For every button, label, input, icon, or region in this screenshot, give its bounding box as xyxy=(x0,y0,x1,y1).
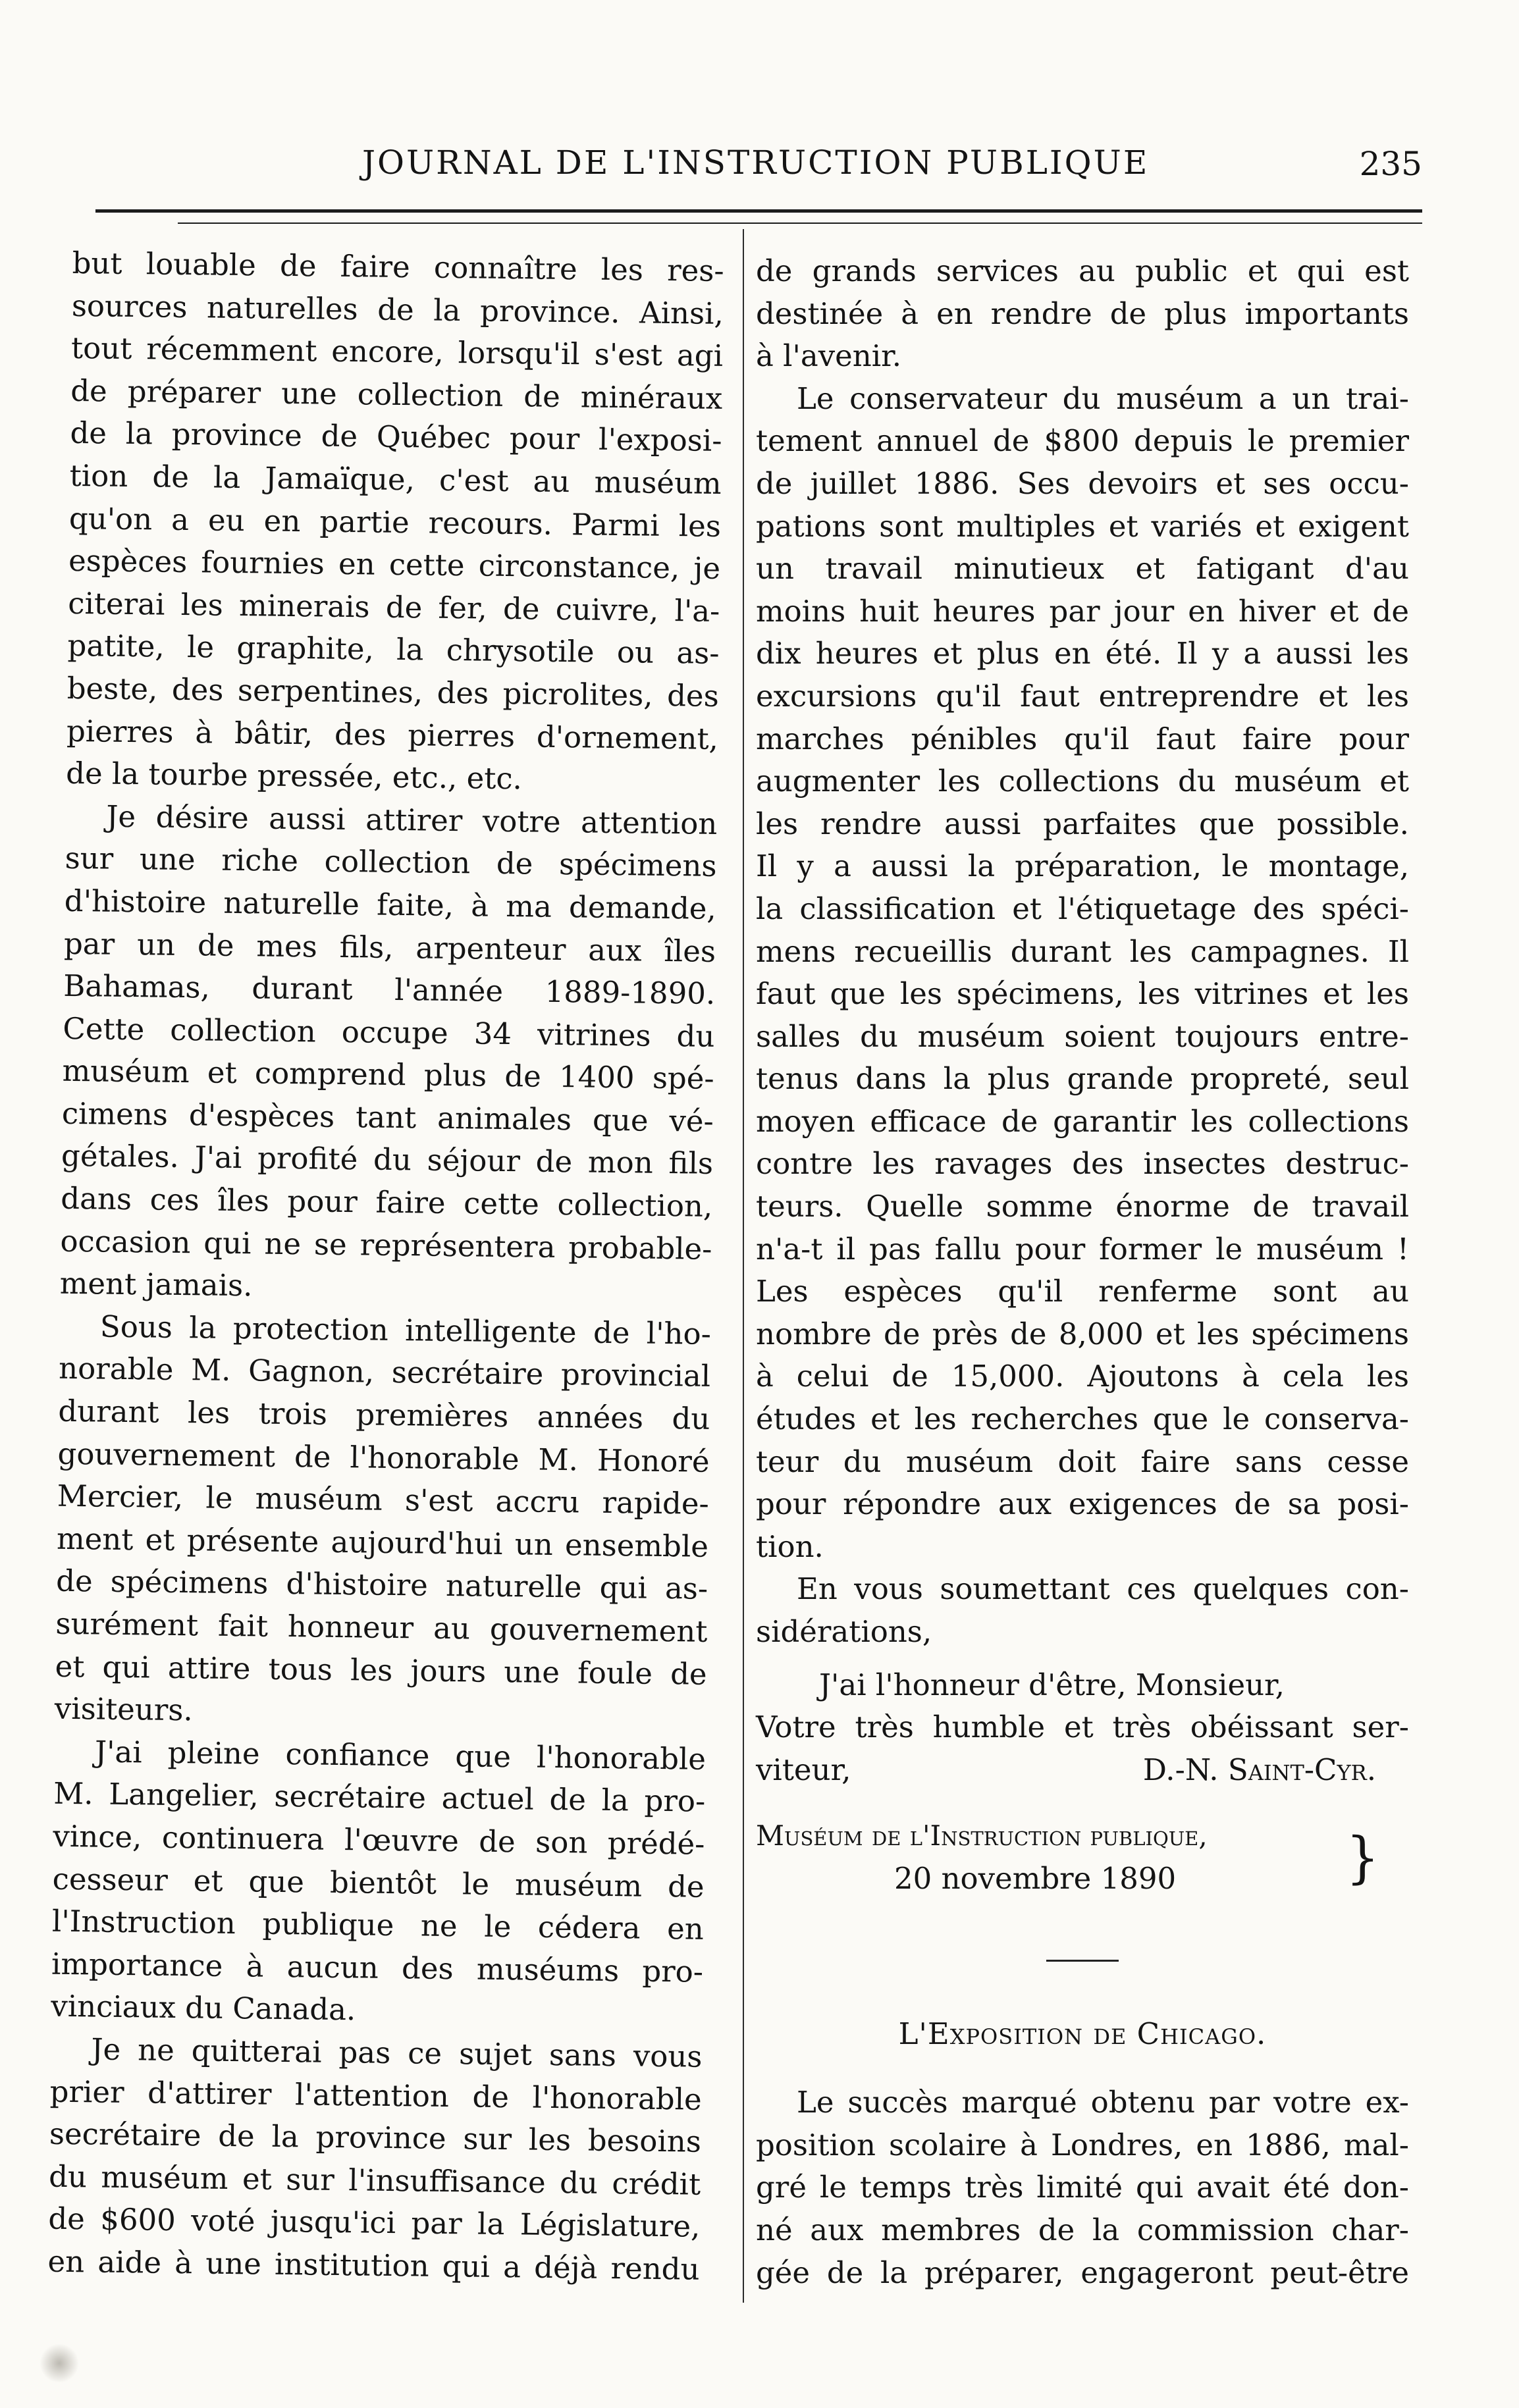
dateline-block xyxy=(756,1815,1409,1900)
text-line: faut que les spécimens, les vitrines et les xyxy=(756,976,1409,1012)
text-line: en aide à une institution qui a déjà rendu xyxy=(47,2243,700,2287)
text-line: de grands services au public et qui est xyxy=(756,253,1409,288)
brace-glyph: } xyxy=(1346,1825,1379,1890)
closing-salutation: J'ai l'honneur d'être, Monsieur, xyxy=(819,1667,1285,1702)
text-line: Il y a aussi la préparation, le montage, xyxy=(756,849,1409,884)
journal-title: JOURNAL DE L'INSTRUCTION PUBLIQUE xyxy=(362,144,1150,182)
text-line: Mercier, le muséum s'est accru rapide- xyxy=(57,1478,710,1522)
text-line: moins huit heures par jour en hiver et de xyxy=(756,593,1409,629)
text-line: pour répondre aux exigences de sa posi- xyxy=(756,1486,1409,1522)
column-divider xyxy=(743,229,744,2303)
text-line: de préparer une collection de minéraux xyxy=(70,373,723,416)
text-line: sources naturelles de la province. Ainsi, xyxy=(71,288,724,331)
text-line: destinée à en rendre de plus importants xyxy=(756,296,1409,331)
closing-line: Votre très humble et très obéissant ser- xyxy=(756,1710,1409,1745)
text-line: tement annuel de $800 depuis le premier xyxy=(756,423,1409,459)
text-line: dans ces îles pour faire cette collection, xyxy=(61,1180,713,1224)
text-line: J'ai pleine confiance que l'honorable xyxy=(94,1734,706,1777)
text-line: tout récemment encore, lorsqu'il s'est agi xyxy=(70,330,724,374)
page-number: 235 xyxy=(1359,145,1422,183)
right-column xyxy=(756,250,1409,2294)
text-line: qu'on a eu en partie recours. Parmi les xyxy=(68,500,722,544)
text-line: prier d'attirer l'attention de l'honorable xyxy=(49,2074,703,2117)
text-line: gée de la préparer, engageront peut-être xyxy=(756,2255,1409,2290)
text-line: à l'avenir. xyxy=(756,338,902,374)
text-line: beste, des serpentines, des picrolites, des xyxy=(67,670,720,714)
text-line: occasion qui ne se représentera probable- xyxy=(60,1223,712,1267)
text-line: du muséum et sur l'insuffisance du crédit xyxy=(48,2159,701,2202)
signature: D.-N. Saint-Cyr. xyxy=(1142,1752,1376,1787)
text-line: cimens d'espèces tant animales que vé- xyxy=(61,1095,714,1139)
text-line: pierres à bâtir, des pierres d'ornement, xyxy=(66,713,719,756)
text-line: Je ne quitterai pas ce sujet sans vous xyxy=(91,2031,703,2074)
text-line: moyen efficace de garantir les collections xyxy=(756,1103,1409,1139)
text-line: né aux membres de la commission char- xyxy=(756,2212,1409,2247)
text-line: Le succès marqué obtenu par votre ex- xyxy=(797,2085,1409,2120)
text-line: n'a-t il pas fallu pour former le muséum ! xyxy=(756,1231,1409,1267)
text-line: gétales. J'ai profité du séjour de mon fils xyxy=(61,1138,714,1182)
text-line: visiteurs. xyxy=(54,1690,194,1728)
text-line: ment jamais. xyxy=(59,1266,253,1303)
text-line: M. Langelier, secrétaire actuel de la pro- xyxy=(53,1776,706,1819)
running-header xyxy=(92,144,1422,196)
text-line: et qui attire tous les jours une foule de xyxy=(55,1648,707,1692)
text-line: importance à aucun des muséums pro- xyxy=(51,1946,704,1989)
text-line: Bahamas, durant l'année 1889-1890. xyxy=(63,968,716,1012)
text-line: dix heures et plus en été. Il y a aussi les xyxy=(756,636,1409,671)
text-line: teurs. Quelle somme énorme de travail xyxy=(756,1189,1409,1224)
text-line: l'Instruction publique ne le cédera en xyxy=(51,1903,705,1947)
text-line: de $600 voté jusqu'ici par la Législature, xyxy=(48,2201,701,2245)
text-line: teur du muséum doit faire sans cesse xyxy=(756,1444,1409,1479)
section-heading: L'Exposition de Chicago. xyxy=(898,2016,1267,2051)
museum-line: Muséum de l'Instruction publique, xyxy=(756,1819,1208,1852)
text-line: salles du muséum soient toujours entre- xyxy=(756,1018,1409,1054)
text-line: augmenter les collections du muséum et xyxy=(756,764,1409,799)
text-line: de juillet 1886. Ses devoirs et ses occu- xyxy=(756,465,1409,501)
text-line: d'histoire naturelle faite, à ma demande, xyxy=(64,883,717,926)
text-line: sur une riche collection de spécimens xyxy=(65,841,717,884)
text-line: Cette collection occupe 34 vitrines du xyxy=(63,1010,715,1054)
date-line: 20 novembre 1890 xyxy=(894,1860,1177,1896)
text-line: mens recueillis durant les campagnes. Il xyxy=(756,933,1409,969)
text-line: Sous la protection intelligente de l'ho- xyxy=(99,1309,712,1351)
text-line: but louable de faire connaître les res- xyxy=(72,245,724,288)
text-line: durant les trois premières années du xyxy=(58,1393,710,1436)
text-line: excursions qu'il faut entreprendre et les xyxy=(756,678,1409,714)
text-line: par un de mes fils, arpenteur aux îles xyxy=(63,926,716,969)
text-line: tion. xyxy=(756,1529,824,1564)
text-line: vinciaux du Canada. xyxy=(51,1989,356,2028)
text-line: surément fait honneur au gouvernement xyxy=(55,1606,708,1649)
text-line: secrétaire de la province sur les besoins xyxy=(49,2116,702,2159)
header-rule-thick xyxy=(95,209,1422,213)
text-line: marches pénibles qu'il faut faire pour xyxy=(756,721,1409,756)
text-line: tion de la Jamaïque, c'est au muséum xyxy=(69,458,722,501)
text-line: Les espèces qu'il renferme sont au xyxy=(756,1274,1409,1309)
text-line: position scolaire à Londres, en 1886, mal- xyxy=(756,2127,1409,2162)
text-line: En vous soumettant ces quelques con- xyxy=(797,1571,1409,1607)
text-line: nombre de près de 8,000 et les spécimens xyxy=(756,1316,1409,1351)
text-line: de spécimens d'histoire naturelle qui as- xyxy=(55,1563,708,1607)
text-line: pations sont multiples et variés et exigent xyxy=(756,508,1409,544)
text-line: norable M. Gagnon, secrétaire provincial xyxy=(58,1351,711,1394)
text-line: études et les recherches que le conserva- xyxy=(756,1401,1409,1437)
text-line: de la tourbe pressée, etc., etc. xyxy=(65,755,523,797)
text-line: vince, continuera l'œuvre de son prédé- xyxy=(53,1818,705,1862)
text-line: gouvernement de l'honorable M. Honoré xyxy=(57,1436,710,1479)
text-line: sidérations, xyxy=(756,1614,932,1649)
text-line: les rendre aussi parfaites que possible. xyxy=(756,806,1409,841)
text-line: contre les ravages des insectes destruc- xyxy=(756,1146,1409,1182)
text-line: citerai les minerais de fer, de cuivre, l'a- xyxy=(68,585,720,629)
header-rule-thin xyxy=(178,222,1422,224)
text-line: Le conservateur du muséum a un trai- xyxy=(797,380,1409,416)
text-line: muséum et comprend plus de 1400 spé- xyxy=(62,1053,714,1097)
text-line: la classification et l'étiquetage des spéci- xyxy=(756,891,1409,926)
text-line: de la province de Québec pour l'exposi- xyxy=(70,415,722,459)
left-column xyxy=(47,242,724,2291)
section-separator xyxy=(1046,1960,1119,1962)
text-line: patite, le graphite, la chrysotile ou as- xyxy=(67,628,720,671)
text-line: tenus dans la plus grande propreté, seul xyxy=(756,1061,1409,1097)
closing-word: viteur, xyxy=(756,1752,851,1787)
text-line: cesseur et que bientôt le muséum de xyxy=(52,1861,705,1904)
text-line: un travail minutieux et fatigant d'au xyxy=(756,551,1409,587)
signature-line xyxy=(756,1749,1409,1792)
text-line: gré le temps très limité qui avait été don- xyxy=(756,2170,1409,2205)
text-line: Je désire aussi attirer votre attention xyxy=(106,798,718,841)
text-line: à celui de 15,000. Ajoutons à cela les xyxy=(756,1359,1409,1394)
text-line: ment et présente aujourd'hui un ensemble xyxy=(56,1521,709,1564)
paper-smudge xyxy=(40,2343,79,2383)
text-line: espèces fournies en cette circonstance, je xyxy=(68,543,721,587)
